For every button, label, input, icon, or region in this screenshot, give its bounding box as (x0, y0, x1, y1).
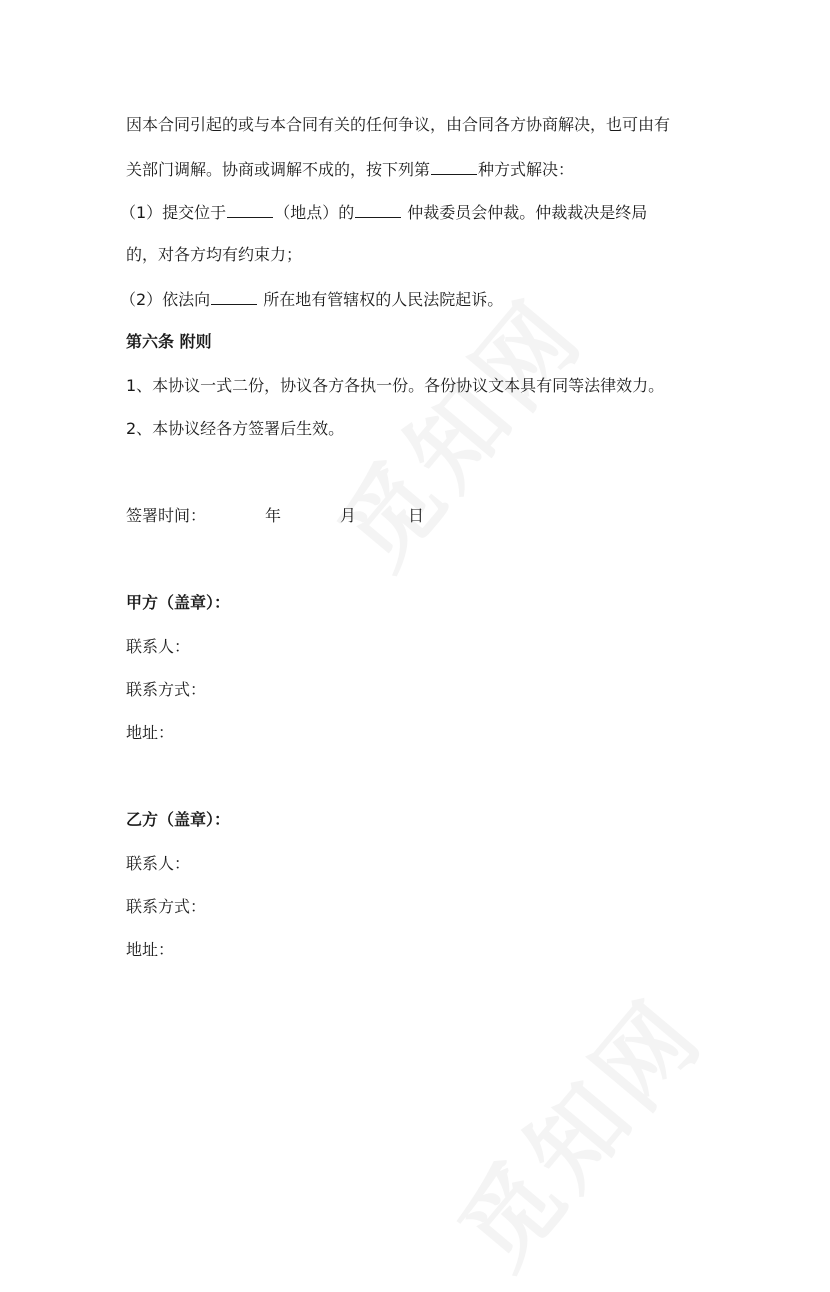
party-b-title: 乙方（盖章）： (126, 810, 231, 829)
arbitration-commission-blank (355, 201, 401, 218)
watermark-bottom (423, 965, 728, 1292)
party-a-contact-method: 联系方式： (126, 680, 207, 699)
party-b-contact-method: 联系方式： (126, 897, 207, 916)
option-2-line (120, 288, 503, 311)
dispute-line-1: 因本合同引起的或与本合同有关的任何争议，由合同各方协商解决，也可由有 (126, 115, 671, 134)
article-6-title: 第六条 附则 (126, 332, 212, 351)
watermark (303, 265, 608, 592)
article-6-item-1: 1、本协议一式二份，协议各方各执一份。各份协议文本具有同等法律效力。 (126, 376, 665, 395)
party-a-title: 甲方（盖章）： (126, 593, 231, 612)
article-6-item-2: 2、本协议经各方签署后生效。 (126, 419, 345, 438)
option-2-text: （2）依法向 (120, 290, 211, 309)
location-blank (227, 201, 273, 218)
option-2-tail: 所在地有管辖权的人民法院起诉。 (258, 290, 504, 309)
party-a-contact: 联系人： (126, 637, 191, 656)
option-1-tail: 仲裁委员会仲裁。仲裁裁决是终局 (402, 203, 648, 222)
party-b-address: 地址： (126, 940, 175, 959)
party-a-address: 地址： (126, 723, 175, 742)
court-location-blank (211, 288, 257, 305)
option-1-location-label: （地点）的 (274, 203, 355, 222)
signing-month: 月 (340, 506, 357, 525)
party-b-contact: 联系人： (126, 854, 191, 873)
signing-year: 年 (265, 506, 282, 525)
signing-day: 日 (408, 506, 425, 525)
option-1-line (120, 201, 647, 224)
dispute-line-2-text: 关部门调解。协商或调解不成的，按下列第 (126, 160, 431, 179)
dispute-line-2 (126, 158, 574, 181)
option-1-line-2: 的，对各方均有约束力； (126, 245, 303, 264)
signing-date-label: 签署时间： (126, 506, 207, 525)
option-1-text: （1）提交位于 (120, 203, 227, 222)
method-number-blank (431, 158, 477, 175)
dispute-line-2-tail: 种方式解决： (478, 160, 575, 179)
